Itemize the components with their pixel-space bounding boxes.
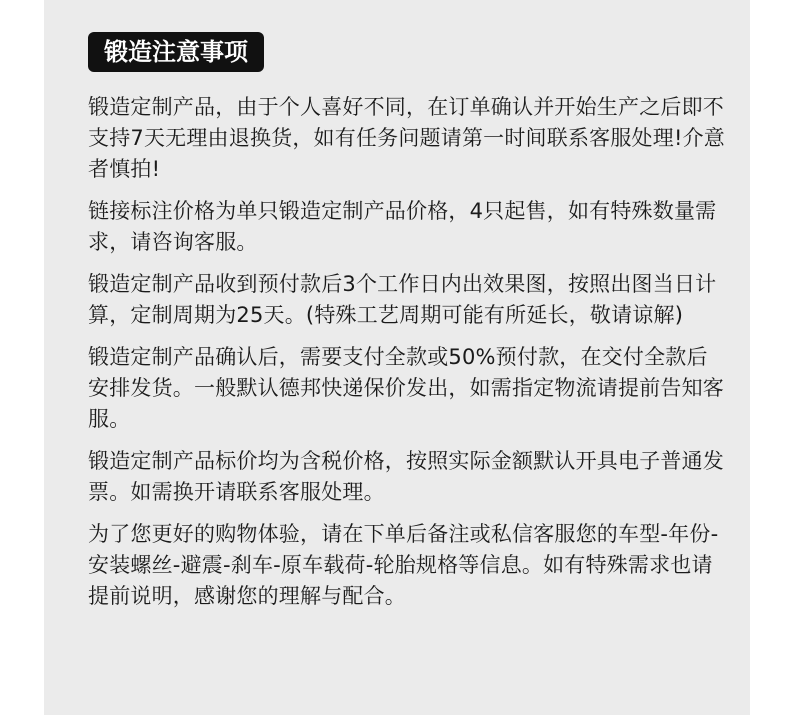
notice-paragraph-invoice: 锻造定制产品标价均为含税价格，按照实际金额默认开具电子普通发票。如需换开请联系客服处理。 [88, 449, 724, 504]
notice-panel [44, 0, 750, 715]
notice-paragraph-schedule: 锻造定制产品收到预付款后3个工作日内出效果图，按照出图当日计算，定制周期为25天。(特殊工艺周期可能有所延长，敬请谅解) [88, 272, 717, 327]
notice-paragraph-vehicle-info: 为了您更好的购物体验，请在下单后备注或私信客服您的车型-年份-安装螺丝-避震-刹车-原车载荷-轮胎规格等信息。如有特殊需求也请提前说明，感谢您的理解与配合。 [88, 522, 719, 608]
notice-paragraph-payment: 锻造定制产品确认后，需要支付全款或50%预付款，在交付全款后安排发货。一般默认德邦快递保价发出，如需指定物流请提前告知客服。 [88, 345, 724, 431]
notice-content [88, 92, 728, 623]
notice-paragraph-custom-return: 锻造定制产品，由于个人喜好不同，在订单确认并开始生产之后即不支持7天无理由退换货，如有任务问题请第一时间联系客服处理!介意者慎拍! [88, 95, 725, 181]
notice-paragraph-price: 链接标注价格为单只锻造定制产品价格，4只起售，如有特殊数量需求，请咨询客服。 [88, 199, 717, 254]
notice-title: 锻造注意事项 [88, 32, 264, 72]
